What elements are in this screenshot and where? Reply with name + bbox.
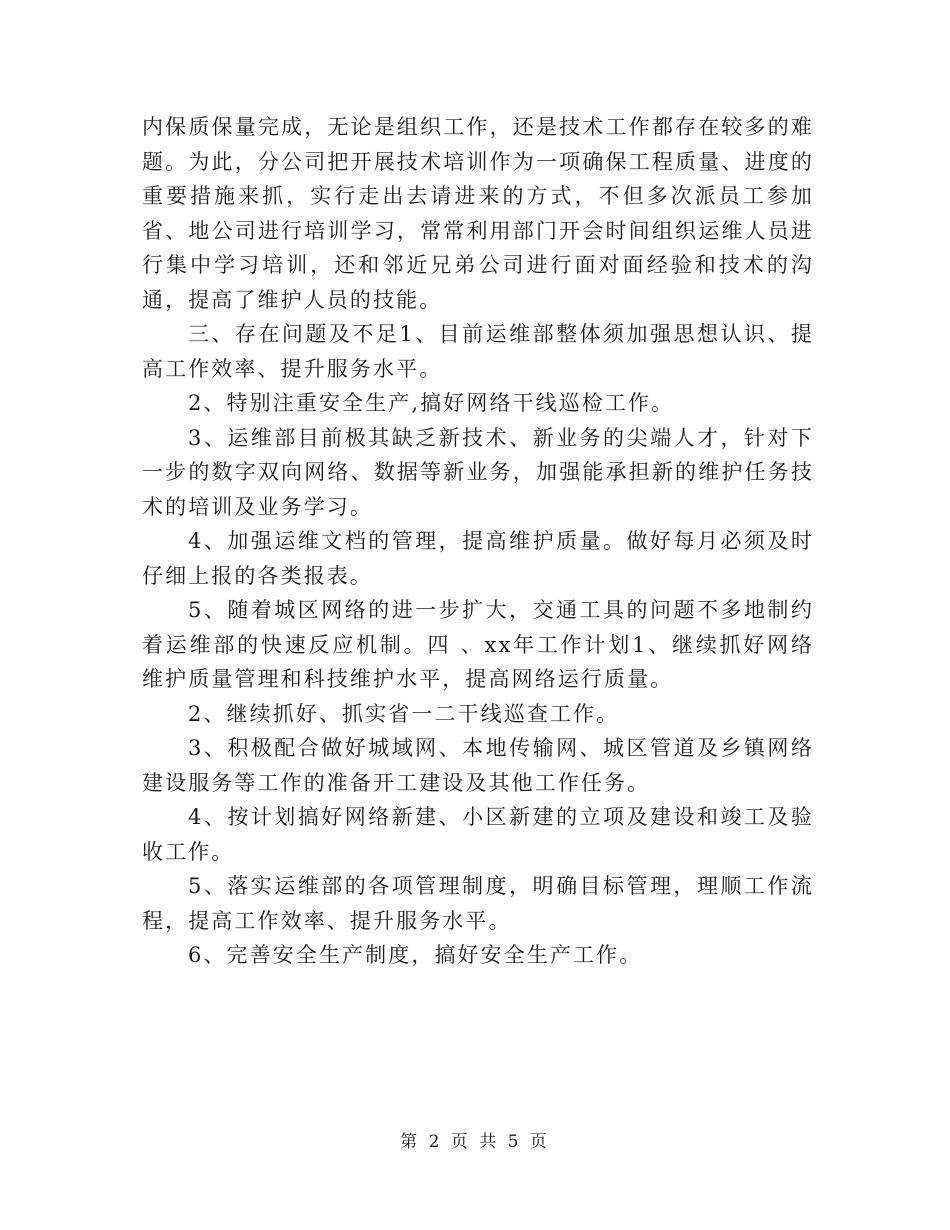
paragraph-problems-1: 三、存在问题及不足1、目前运维部整体须加强思想认识、提高工作效率、提升服务水平。 [142,322,814,381]
paragraph-plan-1: 5、随着城区网络的进一步扩大，交通工具的问题不多地制约着运维部的快速反应机制。四 、xx年工作计划1、继续抓好网络维护质量管理和科技维护水平，提高网络运行质量。 [142,598,814,691]
paragraph-plan-5: 5、落实运维部的各项管理制度，明确目标管理，理顺工作流程，提高工作效率、提升服务水平。 [142,874,814,933]
paragraph-plan-6: 6、完善安全生产制度，搞好安全生产工作。 [188,943,643,967]
paragraph-plan-2: 2、继续抓好、抓实省一二干线巡查工作。 [188,701,620,726]
paragraph-problems-4: 4、加强运维文档的管理，提高维护质量。做好每月必须及时仔细上报的各类报表。 [142,529,814,588]
paragraph-problems-2: 2、特别注重安全生产,搞好网络干线巡检工作。 [188,391,675,415]
paragraph-plan-4: 4、按计划搞好网络新建、小区新建的立项及建设和竣工及验收工作。 [142,805,814,864]
body-text [142,110,814,973]
page-number-footer: 第 2 页 共 5 页 [400,1132,550,1152]
paragraph-problems-3: 3、运维部目前极其缺乏新技术、新业务的尖端人才，针对下一步的数字双向网络、数据等新业务，加强能承担新的维护任务技术的培训及业务学习。 [142,425,814,519]
paragraph-training: 内保质保量完成，无论是组织工作，还是技术工作都存在较多的难题。为此，分公司把开展技术培训作为一项确保工程质量、进度的重要措施来抓，实行走出去请进来的方式，不但多次派员工参加省、地公司进行培训学习，常常利用部门开会时间组织运维人员进行集中学习培训，还和邻近兄弟公司进行面对面经验和技术的沟通，提高了维护人员的技能。 [142,115,814,312]
paragraph-plan-3: 3、积极配合做好城域网、本地传输网、城区管道及乡镇网络建设服务等工作的准备开工建设及其他工作任务。 [142,736,814,795]
